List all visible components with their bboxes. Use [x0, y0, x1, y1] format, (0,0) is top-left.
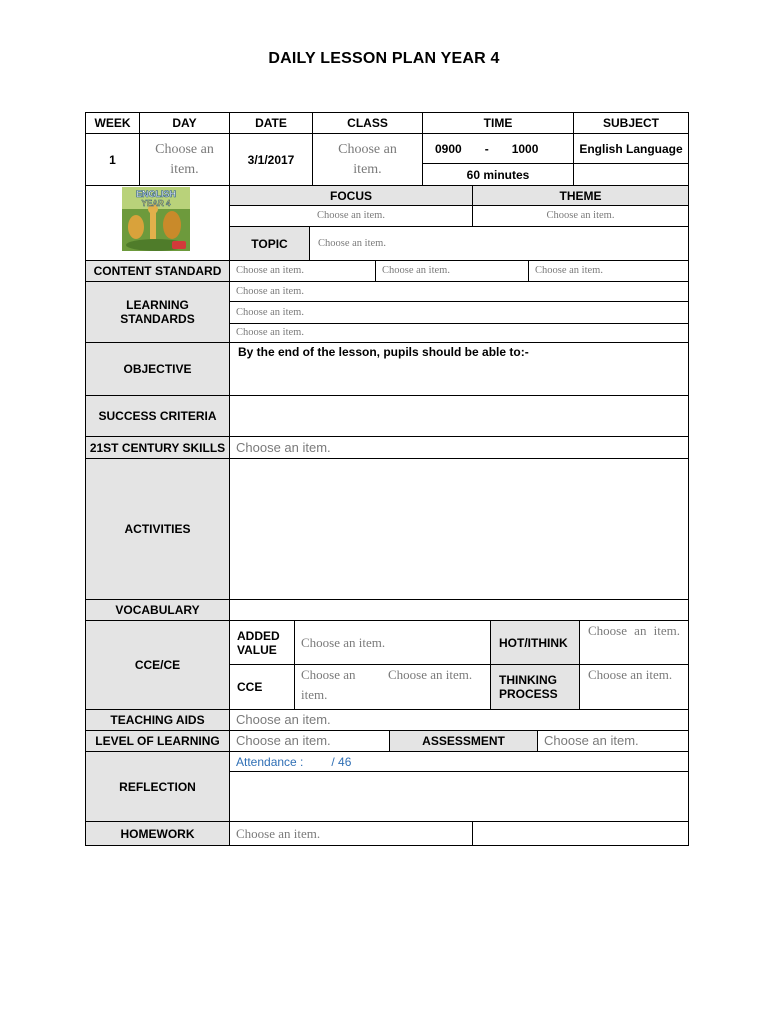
content-standard-select-2[interactable]: Choose an item. [375, 260, 529, 282]
objective-label: OBJECTIVE [85, 342, 230, 396]
day-header: DAY [139, 112, 230, 134]
theme-select[interactable]: Choose an item. [472, 205, 689, 227]
thinking-process-label: THINKING PROCESS [490, 664, 580, 710]
vocabulary-field[interactable] [229, 599, 689, 621]
cce-label: CCE [229, 664, 295, 710]
attendance-label: Attendance : [236, 754, 304, 769]
assessment-select[interactable]: Choose an item. [537, 730, 689, 752]
hot-ithink-select[interactable]: Choose an item. [579, 620, 689, 665]
date-header: DATE [229, 112, 313, 134]
learning-standard-select-2[interactable]: Choose an item. [229, 301, 689, 324]
learning-standards-label: LEARNING STANDARDS [85, 281, 230, 343]
theme-header: THEME [472, 185, 689, 206]
success-criteria-label: SUCCESS CRITERIA [85, 395, 230, 437]
teaching-aids-label: TEACHING AIDS [85, 709, 230, 731]
class-select[interactable]: Choose an item. [312, 133, 423, 186]
focus-header: FOCUS [229, 185, 473, 206]
attendance-field[interactable] [229, 751, 689, 772]
homework-label: HOMEWORK [85, 821, 230, 846]
added-value-select[interactable]: Choose an item. [294, 620, 491, 665]
learning-standard-select-1[interactable]: Choose an item. [229, 281, 689, 302]
date-value: 3/1/2017 [229, 133, 313, 186]
day-select[interactable]: Choose an item. [139, 133, 230, 186]
week-header: WEEK [85, 112, 140, 134]
reflection-field[interactable] [229, 771, 689, 822]
cce-select-1[interactable]: Choose an item. [294, 664, 383, 710]
time-header: TIME [422, 112, 574, 134]
level-of-learning-select[interactable]: Choose an item. [229, 730, 390, 752]
teaching-aids-select[interactable]: Choose an item. [229, 709, 689, 731]
week-value: 1 [85, 133, 140, 186]
class-header: CLASS [312, 112, 423, 134]
content-standard-select-3[interactable]: Choose an item. [528, 260, 689, 282]
cce-select-2[interactable]: Choose an item. [382, 664, 491, 710]
skills-label: 21ST CENTURY SKILLS [85, 436, 230, 459]
learning-standard-select-3[interactable]: Choose an item. [229, 323, 689, 343]
topic-label: TOPIC [229, 226, 310, 261]
focus-select[interactable]: Choose an item. [229, 205, 473, 227]
book-cover-subtitle: YEAR 4 [141, 199, 171, 208]
homework-select[interactable]: Choose an item. [229, 821, 473, 846]
time-start: 0900 [435, 141, 462, 156]
objective-text[interactable]: By the end of the lesson, pupils should be able to:- [229, 342, 689, 396]
content-standard-label: CONTENT STANDARD [85, 260, 230, 282]
reflection-label: REFLECTION [85, 751, 230, 822]
activities-field[interactable] [229, 458, 689, 600]
hot-ithink-label: HOT/ITHINK [490, 620, 580, 665]
cce-ce-label: CCE/CE [85, 620, 230, 710]
level-of-learning-label: LEVEL OF LEARNING [85, 730, 230, 752]
content-standard-select-1[interactable]: Choose an item. [229, 260, 376, 282]
topic-select[interactable]: Choose an item. [309, 226, 689, 261]
time-range [422, 133, 574, 164]
page-title: DAILY LESSON PLAN YEAR 4 [268, 50, 500, 67]
added-value-label: ADDED VALUE [229, 620, 295, 665]
homework-blank[interactable] [472, 821, 689, 846]
success-criteria-field[interactable] [229, 395, 689, 437]
book-cover-image [122, 187, 190, 251]
attendance-total: / 46 [331, 754, 352, 769]
vocabulary-label: VOCABULARY [85, 599, 230, 621]
subject-value: English Language [573, 133, 689, 164]
skills-select[interactable]: Choose an item. [229, 436, 689, 459]
duration-value: 60 minutes [422, 163, 574, 186]
time-dash: - [484, 141, 489, 156]
book-cover-title: ENGLISH [135, 189, 177, 199]
subject-blank [573, 163, 689, 186]
time-end: 1000 [511, 141, 539, 156]
subject-header: SUBJECT [573, 112, 689, 134]
thinking-process-select[interactable]: Choose an item. [579, 664, 689, 710]
activities-label: ACTIVITIES [85, 458, 230, 600]
assessment-label: ASSESSMENT [389, 730, 538, 752]
